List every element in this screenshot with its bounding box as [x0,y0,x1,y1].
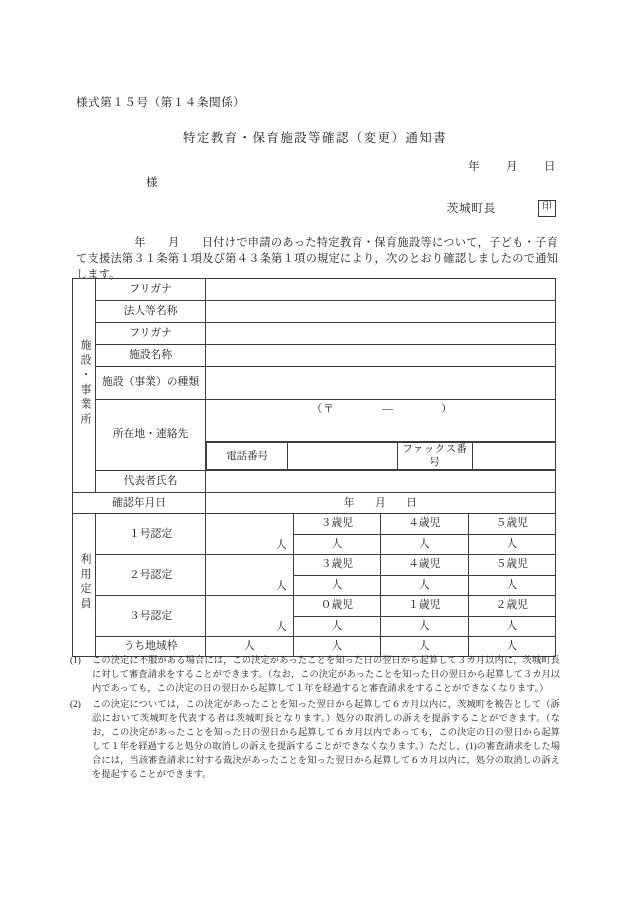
contact-numbers-cell [206,442,556,471]
issue-date-day: 日 [544,161,556,173]
row-label-corporation-name: 法人等名称 [95,301,205,323]
field-total-capacity-3[interactable] [206,596,293,637]
field-facility-type[interactable] [206,367,556,400]
row-label-furigana-1: フリガナ [95,279,205,301]
intro-year: 年 [134,237,146,249]
field-capacity-1-2[interactable] [468,534,555,555]
table-row [73,323,556,345]
footnote-text: この決定については，この決定があったことを知った翌日から起算して６カ月以内に，茨城町を被告として（訴訟において茨城町を代表する者は茨城町長となります。）処分の取消しの訴えを提訴することができます。（なお，この決定があったことを知った日の翌日から起算して６カ月以内であっても，この決定の日の翌日から起算して１年を経過すると処分の取消しの訴えを提訴することができなくなります。）ただし，(1)の審査請求をした場合には，当該審査請求に対する裁決があったことを知った翌日から起算して６カ月以内に，処分の取消しの訴えを提起することができます。 [92,698,560,779]
field-facility-name[interactable] [206,345,556,367]
field-total-capacity-2[interactable] [206,555,293,596]
age-header-3-0: ０歳児 [293,596,380,617]
telephone-fax-subtable [206,442,555,470]
unit-label: 人 [244,640,255,652]
row-label-certification-2: ２号認定 [95,555,205,596]
footnote-text: この決定に不服がある場合には，この決定があったことを知った日の翌日から起算して３カ月以内に，茨城町長に対して審査請求をすることができます。（なお，この決定があったことを知った日の翌日から起算して３カ月以内であっても，この決定の日の翌日から起算して１年を経過すると審査請求をすることができなくなります。） [92,655,560,693]
issue-date-month: 月 [506,161,518,173]
unit-label: 人 [331,537,343,550]
unit-label: 人 [506,537,518,550]
age-header-1-2: ５歳児 [468,514,555,535]
confirm-date-year: 年 [343,496,355,509]
row-label-local-quota: うち地域枠 [95,637,205,657]
row-label-representative-name: 代表者氏名 [95,471,205,493]
issue-date-line [468,158,556,174]
field-total-capacity-1[interactable] [206,514,293,555]
age-header-3-2: ２歳児 [468,596,555,617]
unit-label: 人 [506,578,518,591]
confirmation-form-table [72,278,556,657]
confirm-date-month: 月 [374,496,387,509]
unit-label: 人 [506,640,518,652]
age-header-2-2: ５歳児 [468,555,555,576]
field-corporation-name[interactable] [206,301,556,323]
unit-label: 人 [331,578,343,591]
row-label-furigana-2: フリガナ [95,323,205,345]
field-capacity-2-0[interactable] [293,575,380,596]
section-label-capacity: 利用定員 [73,514,96,657]
row-label-fax: ファックス番号 [397,443,472,470]
table-row [73,400,556,442]
intro-month: 月 [167,237,180,249]
table-row [73,493,556,514]
seal-stamp-box: 印 [538,200,556,217]
issue-date-year: 年 [468,161,480,173]
footnote-item [70,698,560,782]
unit-label: 人 [418,578,430,591]
intro-paragraph [76,236,558,284]
footnote-marker: (1) [70,655,81,665]
unit-label: 人 [418,619,430,632]
age-header-2-1: ４歳児 [381,555,468,576]
field-capacity-3-2[interactable] [468,616,555,637]
confirm-date-day: 日 [406,496,418,509]
table-row [73,345,556,367]
age-header-3-1: １歳児 [381,596,468,617]
age-header-1-0: ３歳児 [293,514,380,535]
issuer-name: 茨城町長 [446,203,496,216]
row-label-facility-name: 施設名称 [95,345,205,367]
row-label-telephone: 電話番号 [207,443,288,470]
field-furigana-2[interactable] [206,323,556,345]
table-row [73,514,556,535]
field-fax[interactable] [472,443,555,470]
unit-label: 人 [418,537,430,550]
issuer-row [447,200,556,217]
unit-label: 人 [506,619,518,632]
intro-body-text: 日付けで申請のあった特定教育・保育施設等について，子ども・子育て支援法第３１条第１項及び第４３条第１項の規定により，次のとおり確認しましたので通知します。 [76,237,558,281]
addressee-honorific: 様 [146,177,158,189]
table-row [73,596,556,617]
table-row [73,555,556,576]
field-capacity-1-0[interactable] [293,534,380,555]
table-row [73,367,556,400]
field-capacity-1-1[interactable] [381,534,468,555]
table-row [73,301,556,323]
unit-label: 人 [275,579,287,592]
footnote-marker: (2) [70,698,81,709]
age-header-2-0: ３歳児 [293,555,380,576]
row-label-certification-1: １号認定 [95,514,205,555]
field-capacity-2-2[interactable] [468,575,555,596]
form-number: 様式第１５号（第１４条関係） [76,97,246,109]
unit-label: 人 [331,619,343,632]
unit-label: 人 [418,640,430,652]
footnote-item [70,654,560,696]
unit-label: 人 [275,620,287,633]
field-capacity-3-0[interactable] [293,616,380,637]
table-row [73,471,556,493]
field-capacity-3-1[interactable] [381,616,468,637]
age-header-1-1: ４歳児 [381,514,468,535]
field-telephone[interactable] [288,443,398,470]
field-furigana-1[interactable] [206,279,556,301]
table-row [73,279,556,301]
field-representative-name[interactable] [206,471,556,493]
section-label-facility: 施設・事業所 [73,279,96,493]
unit-label: 人 [275,538,287,551]
row-label-facility-type: 施設（事業）の種類 [95,367,205,400]
unit-label: 人 [331,640,343,652]
field-confirm-date[interactable] [206,493,556,514]
field-postal-code[interactable]: （〒 ― ） [206,400,556,442]
row-label-address-contact: 所在地・連絡先 [95,400,205,471]
row-label-certification-3: ３号認定 [95,596,205,637]
document-title: 特定教育・保育施設等確認（変更）通知書 [182,131,448,145]
row-label-confirm-date: 確認年月日 [73,493,206,514]
field-capacity-2-1[interactable] [381,575,468,596]
footnotes [70,654,560,784]
